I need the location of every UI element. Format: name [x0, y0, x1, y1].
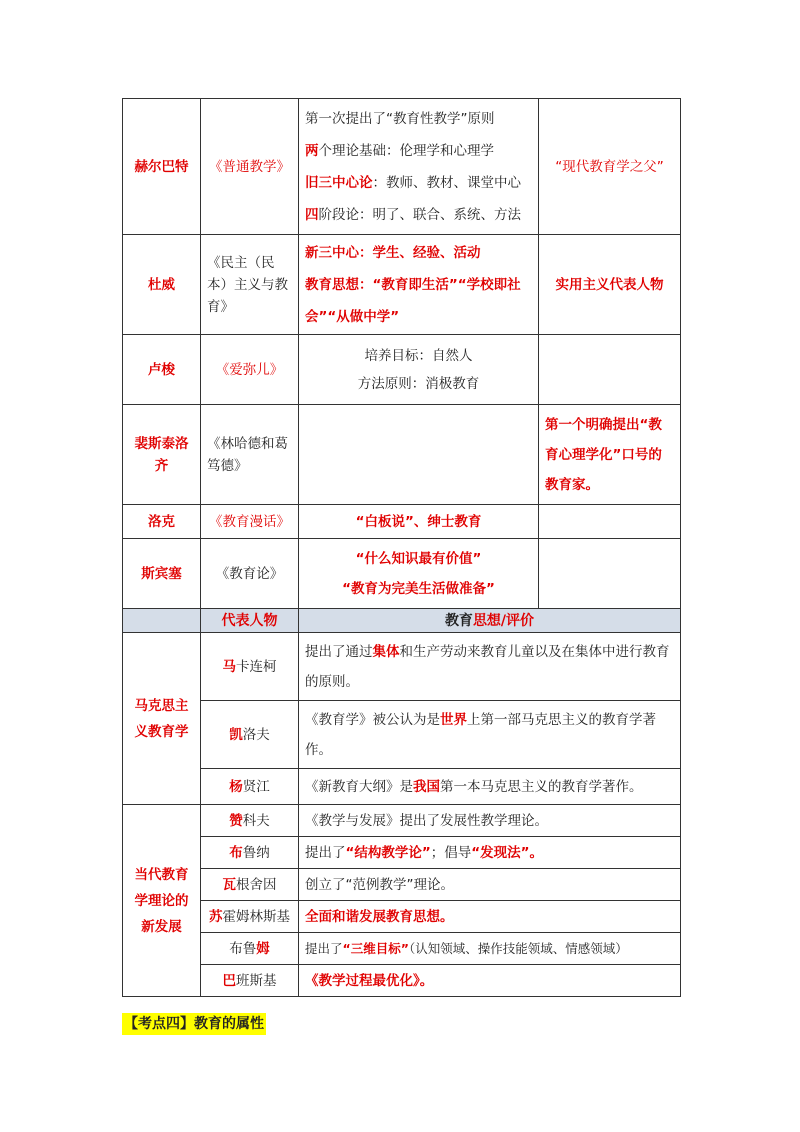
table-row [123, 933, 681, 965]
person-name: 斯宾塞 [123, 539, 201, 609]
description: 全面和谐发展教育思想。 [299, 901, 681, 933]
section-heading: 【考点四】教育的属性 [122, 1013, 266, 1035]
person-name: 马卡连柯 [201, 633, 299, 701]
table-header [123, 609, 681, 633]
header-representative: 代表人物 [201, 609, 299, 633]
person-name: 布鲁纳 [201, 837, 299, 869]
idea-cell [299, 405, 539, 505]
table-row [123, 505, 681, 539]
book-title: 《教育漫话》 [201, 505, 299, 539]
book-title: 《教育论》 [201, 539, 299, 609]
table-row [123, 701, 681, 769]
idea-line: “教育为完美生活做准备” [342, 580, 495, 597]
person-name: 布鲁姆 [201, 933, 299, 965]
evaluation: 第一个明确提出“教育心理学化”口号的教育家。 [539, 405, 681, 505]
header-ideas: 教育思想/评价 [299, 609, 681, 633]
group-label: 马克思主义教育学 [123, 633, 201, 805]
book-title: 《普通教学》 [201, 99, 299, 235]
table-row [123, 837, 681, 869]
book-title: 《民主（民本）主义与教育》 [201, 235, 299, 335]
table-row [123, 539, 681, 609]
idea-cell [299, 539, 539, 609]
idea-cell [299, 335, 539, 405]
evaluation [539, 539, 681, 609]
description: 提出了通过集体和生产劳动来教育儿童以及在集体中进行教育的原则。 [299, 633, 681, 701]
person-name: 卢梭 [123, 335, 201, 405]
idea-line: 新三中心：学生、经验、活动 [305, 244, 481, 261]
education-table [122, 98, 680, 997]
description: 提出了“三维目标”（认知领域、操作技能领域、情感领域） [299, 933, 681, 965]
evaluation: 实用主义代表人物 [539, 235, 681, 335]
idea-cell [299, 99, 539, 235]
table-row [123, 99, 681, 235]
table-row [123, 769, 681, 805]
table-row [123, 805, 681, 837]
table-row [123, 405, 681, 505]
person-name: 洛克 [123, 505, 201, 539]
person-name: 赫尔巴特 [123, 99, 201, 235]
table-row [123, 633, 681, 701]
table-row [123, 235, 681, 335]
idea-line: 第一次提出了“教育性教学”原则 [305, 110, 495, 127]
idea-line: 培养目标：自然人 [364, 347, 473, 364]
person-name: 巴班斯基 [201, 965, 299, 997]
description: 《教学与发展》提出了发展性教学理论。 [299, 805, 681, 837]
book-title: 《爱弥儿》 [201, 335, 299, 405]
idea-line: 方法原则：消极教育 [357, 375, 480, 392]
table-row [123, 965, 681, 997]
evaluation: “现代教育学之父” [539, 99, 681, 235]
idea-line: “白板说”、绅士教育 [299, 505, 539, 539]
person-name: 苏霍姆林斯基 [201, 901, 299, 933]
idea-line: “什么知识最有价值” [355, 550, 482, 567]
evaluation [539, 335, 681, 405]
evaluation [539, 505, 681, 539]
description: 《新教育大纲》是我国第一本马克思主义的教育学著作。 [299, 769, 681, 805]
person-name: 瓦根舍因 [201, 869, 299, 901]
description: 创立了“范例教学”理论。 [299, 869, 681, 901]
person-name: 凯洛夫 [201, 701, 299, 769]
description: 《教学过程最优化》。 [299, 965, 681, 997]
person-name: 裴斯泰洛齐 [123, 405, 201, 505]
idea-cell [299, 235, 539, 335]
idea-line: 四阶段论：明了、联合、系统、方法 [305, 206, 521, 223]
group-label: 当代教育学理论的新发展 [123, 805, 201, 997]
table-row [123, 335, 681, 405]
person-name: 杜威 [123, 235, 201, 335]
person-name: 赞科夫 [201, 805, 299, 837]
table-row [123, 869, 681, 901]
description: 《教育学》被公认为是世界上第一部马克思主义的教育学著作。 [299, 701, 681, 769]
book-title: 《林哈德和葛笃德》 [201, 405, 299, 505]
description: 提出了“结构教学论”；倡导“发现法”。 [299, 837, 681, 869]
idea-line: 两个理论基础：伦理学和心理学 [305, 142, 494, 159]
table-row [123, 901, 681, 933]
person-name: 杨贤江 [201, 769, 299, 805]
idea-line: 教育思想：“教育即生活”“学校即社会”“从做中学” [305, 276, 521, 325]
idea-line: 旧三中心论：教师、教材、课堂中心 [305, 174, 521, 191]
